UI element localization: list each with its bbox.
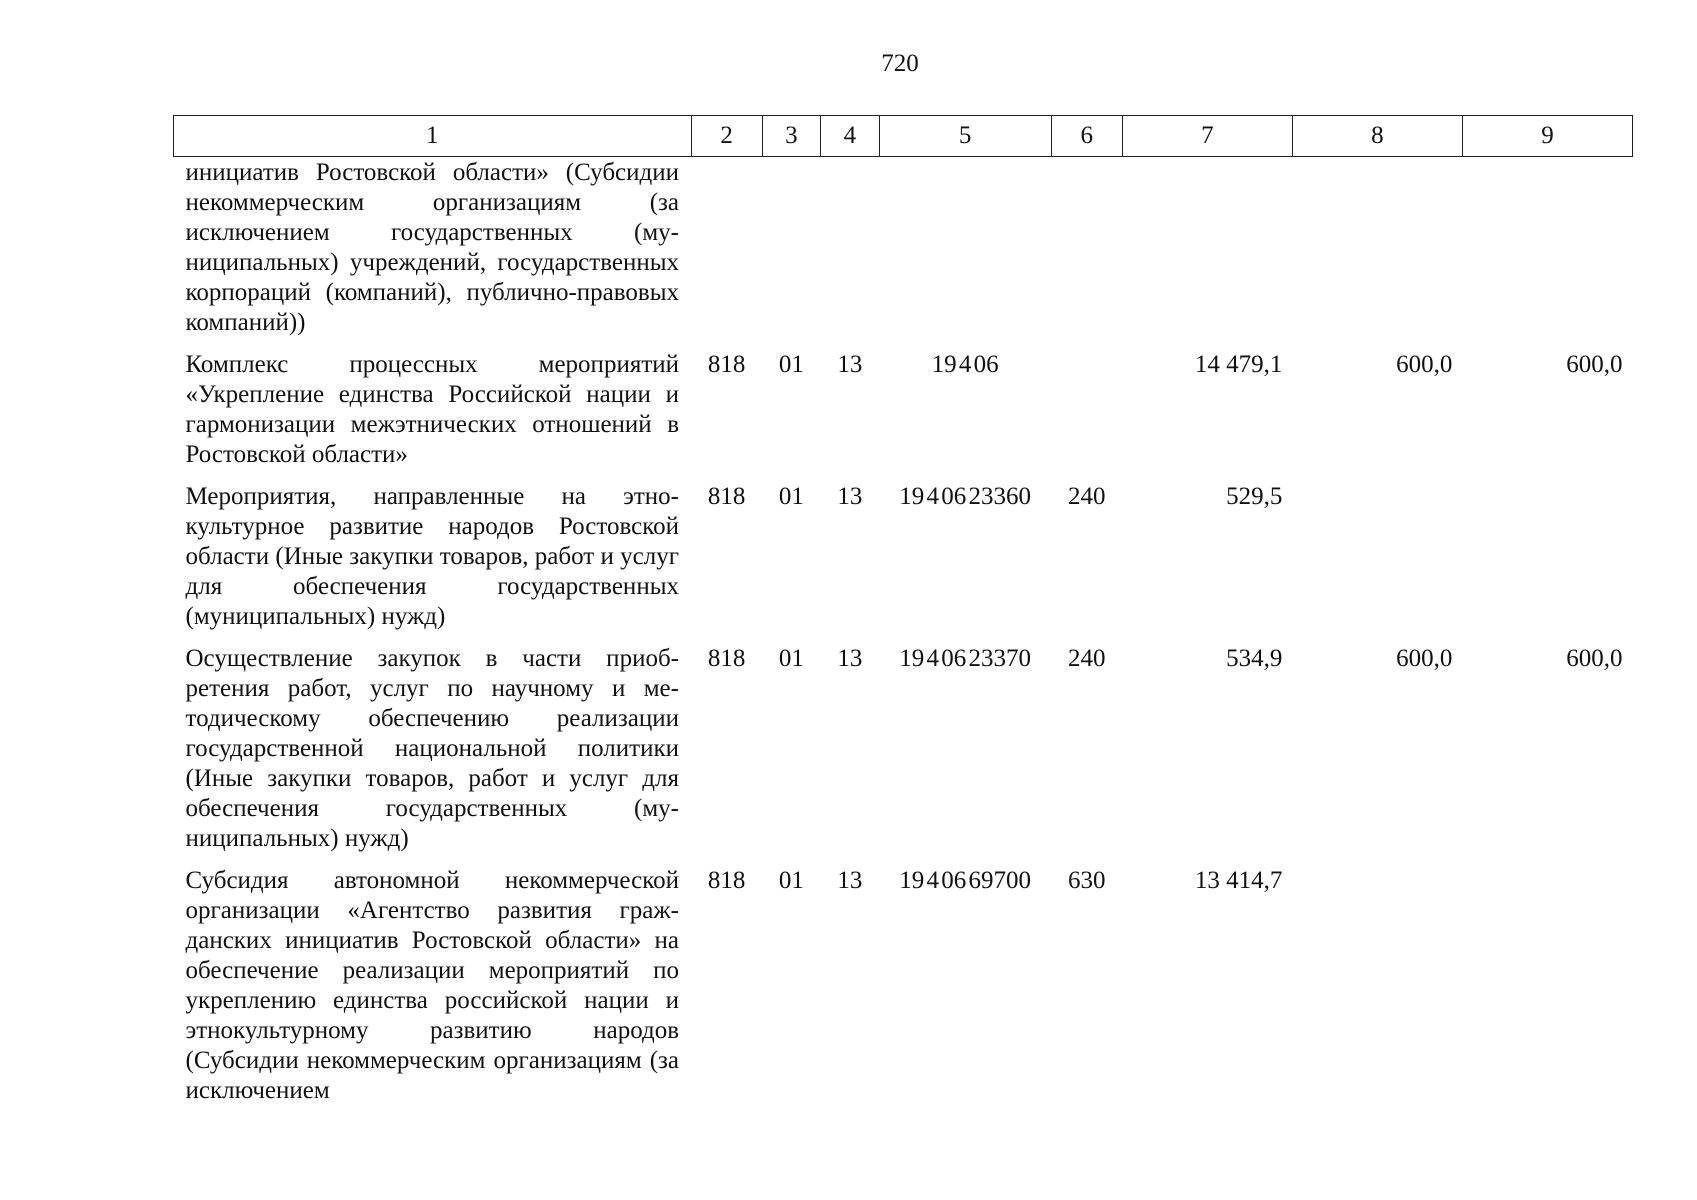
cell-expense-type: 240 — [1068, 483, 1106, 510]
header-cell-1: 1 — [174, 116, 692, 157]
cell-amount-7: 14 479,1 — [1194, 351, 1283, 378]
cell-subsection: 13 — [837, 645, 863, 672]
cell-amount-8 — [1292, 854, 1462, 1106]
cell-ministry-code — [691, 157, 762, 339]
cell-amount-9 — [1462, 470, 1632, 632]
row-description: Комплекс процессных мероприятий «Укрепление единства Российской нации и гармонизации межэтнических отношений в Ростовской области» — [185, 351, 679, 468]
cell-subsection: 13 — [837, 867, 863, 894]
cell-target-code: 19 4 06 69700 — [899, 867, 1031, 894]
cell-expense-type — [1051, 338, 1122, 470]
table-body — [174, 157, 1633, 1107]
cell-section: 01 — [778, 483, 804, 510]
cell-expense-type: 630 — [1068, 867, 1106, 894]
table-row — [174, 338, 1633, 470]
header-cell-7: 7 — [1122, 116, 1292, 157]
header-cell-2: 2 — [691, 116, 762, 157]
row-description: инициатив Ростовской области» (Субсидии некоммерческим организациям (за исключением государственных (муниципальных) учреждений, государственных корпораций (компаний), публично-правовых компаний)) — [185, 159, 679, 336]
header-cell-8: 8 — [1292, 116, 1462, 157]
cell-target-code: 19 4 06 23360 — [899, 483, 1031, 510]
cell-amount-7: 13 414,7 — [1194, 867, 1283, 894]
header-cell-4: 4 — [821, 116, 879, 157]
cell-target-code — [879, 157, 1051, 339]
cell-amount-7 — [1122, 157, 1292, 339]
cell-section — [762, 157, 820, 339]
cell-amount-8 — [1292, 157, 1462, 339]
row-description: Осуществление закупок в части приобретения работ, услуг по научному и методическому обеспечению реализации государственной национальной политики (Иные закупки товаров, работ и услуг для обеспечения государственных (муниципальных) нужд) — [185, 645, 679, 852]
cell-ministry-code: 818 — [707, 645, 746, 672]
cell-subsection: 13 — [837, 351, 863, 378]
cell-section: 01 — [778, 645, 804, 672]
header-cell-5: 5 — [879, 116, 1051, 157]
table-row — [174, 157, 1633, 339]
cell-subsection — [821, 157, 879, 339]
cell-amount-9: 600,0 — [1566, 351, 1623, 378]
cell-amount-8: 600,0 — [1396, 351, 1453, 378]
table-row — [174, 632, 1633, 854]
cell-target-code: 19 4 06 23370 — [899, 645, 1031, 672]
header-row — [174, 116, 1633, 157]
cell-amount-9: 600,0 — [1566, 645, 1623, 672]
header-cell-6: 6 — [1051, 116, 1122, 157]
cell-amount-9 — [1462, 157, 1632, 339]
cell-expense-type: 240 — [1068, 645, 1106, 672]
cell-ministry-code: 818 — [707, 483, 746, 510]
cell-amount-8: 600,0 — [1396, 645, 1453, 672]
table-header — [174, 116, 1633, 157]
header-cell-3: 3 — [762, 116, 820, 157]
cell-amount-7: 534,9 — [1226, 645, 1283, 672]
cell-subsection: 13 — [837, 483, 863, 510]
page-number: 720 — [881, 50, 919, 77]
row-description: Субсидия автономной некоммерческой организации «Агентство развития гражданских инициатив Ростовской области» на обеспечение реализации мероприятий по укреплению единства российской нации и этнокультурному развитию народов (Субсидии некоммерческим организациям (за исключением — [185, 867, 679, 1104]
cell-ministry-code: 818 — [707, 351, 746, 378]
row-description: Мероприятия, направленные на этнокультурное развитие народов Ростовской области (Иные закупки товаров, работ и услуг для обеспечения государственных (муниципальных) нужд) — [185, 483, 679, 630]
cell-expense-type — [1051, 157, 1122, 339]
table-row — [174, 470, 1633, 632]
cell-amount-7: 529,5 — [1226, 483, 1283, 510]
cell-ministry-code: 818 — [707, 867, 746, 894]
header-cell-9: 9 — [1462, 116, 1632, 157]
table-row — [174, 854, 1633, 1106]
cell-amount-9 — [1462, 854, 1632, 1106]
cell-target-code: 19 4 06 — [931, 351, 999, 378]
cell-section: 01 — [778, 351, 804, 378]
cell-amount-8 — [1292, 470, 1462, 632]
budget-table — [173, 115, 1633, 1106]
cell-section: 01 — [778, 867, 804, 894]
